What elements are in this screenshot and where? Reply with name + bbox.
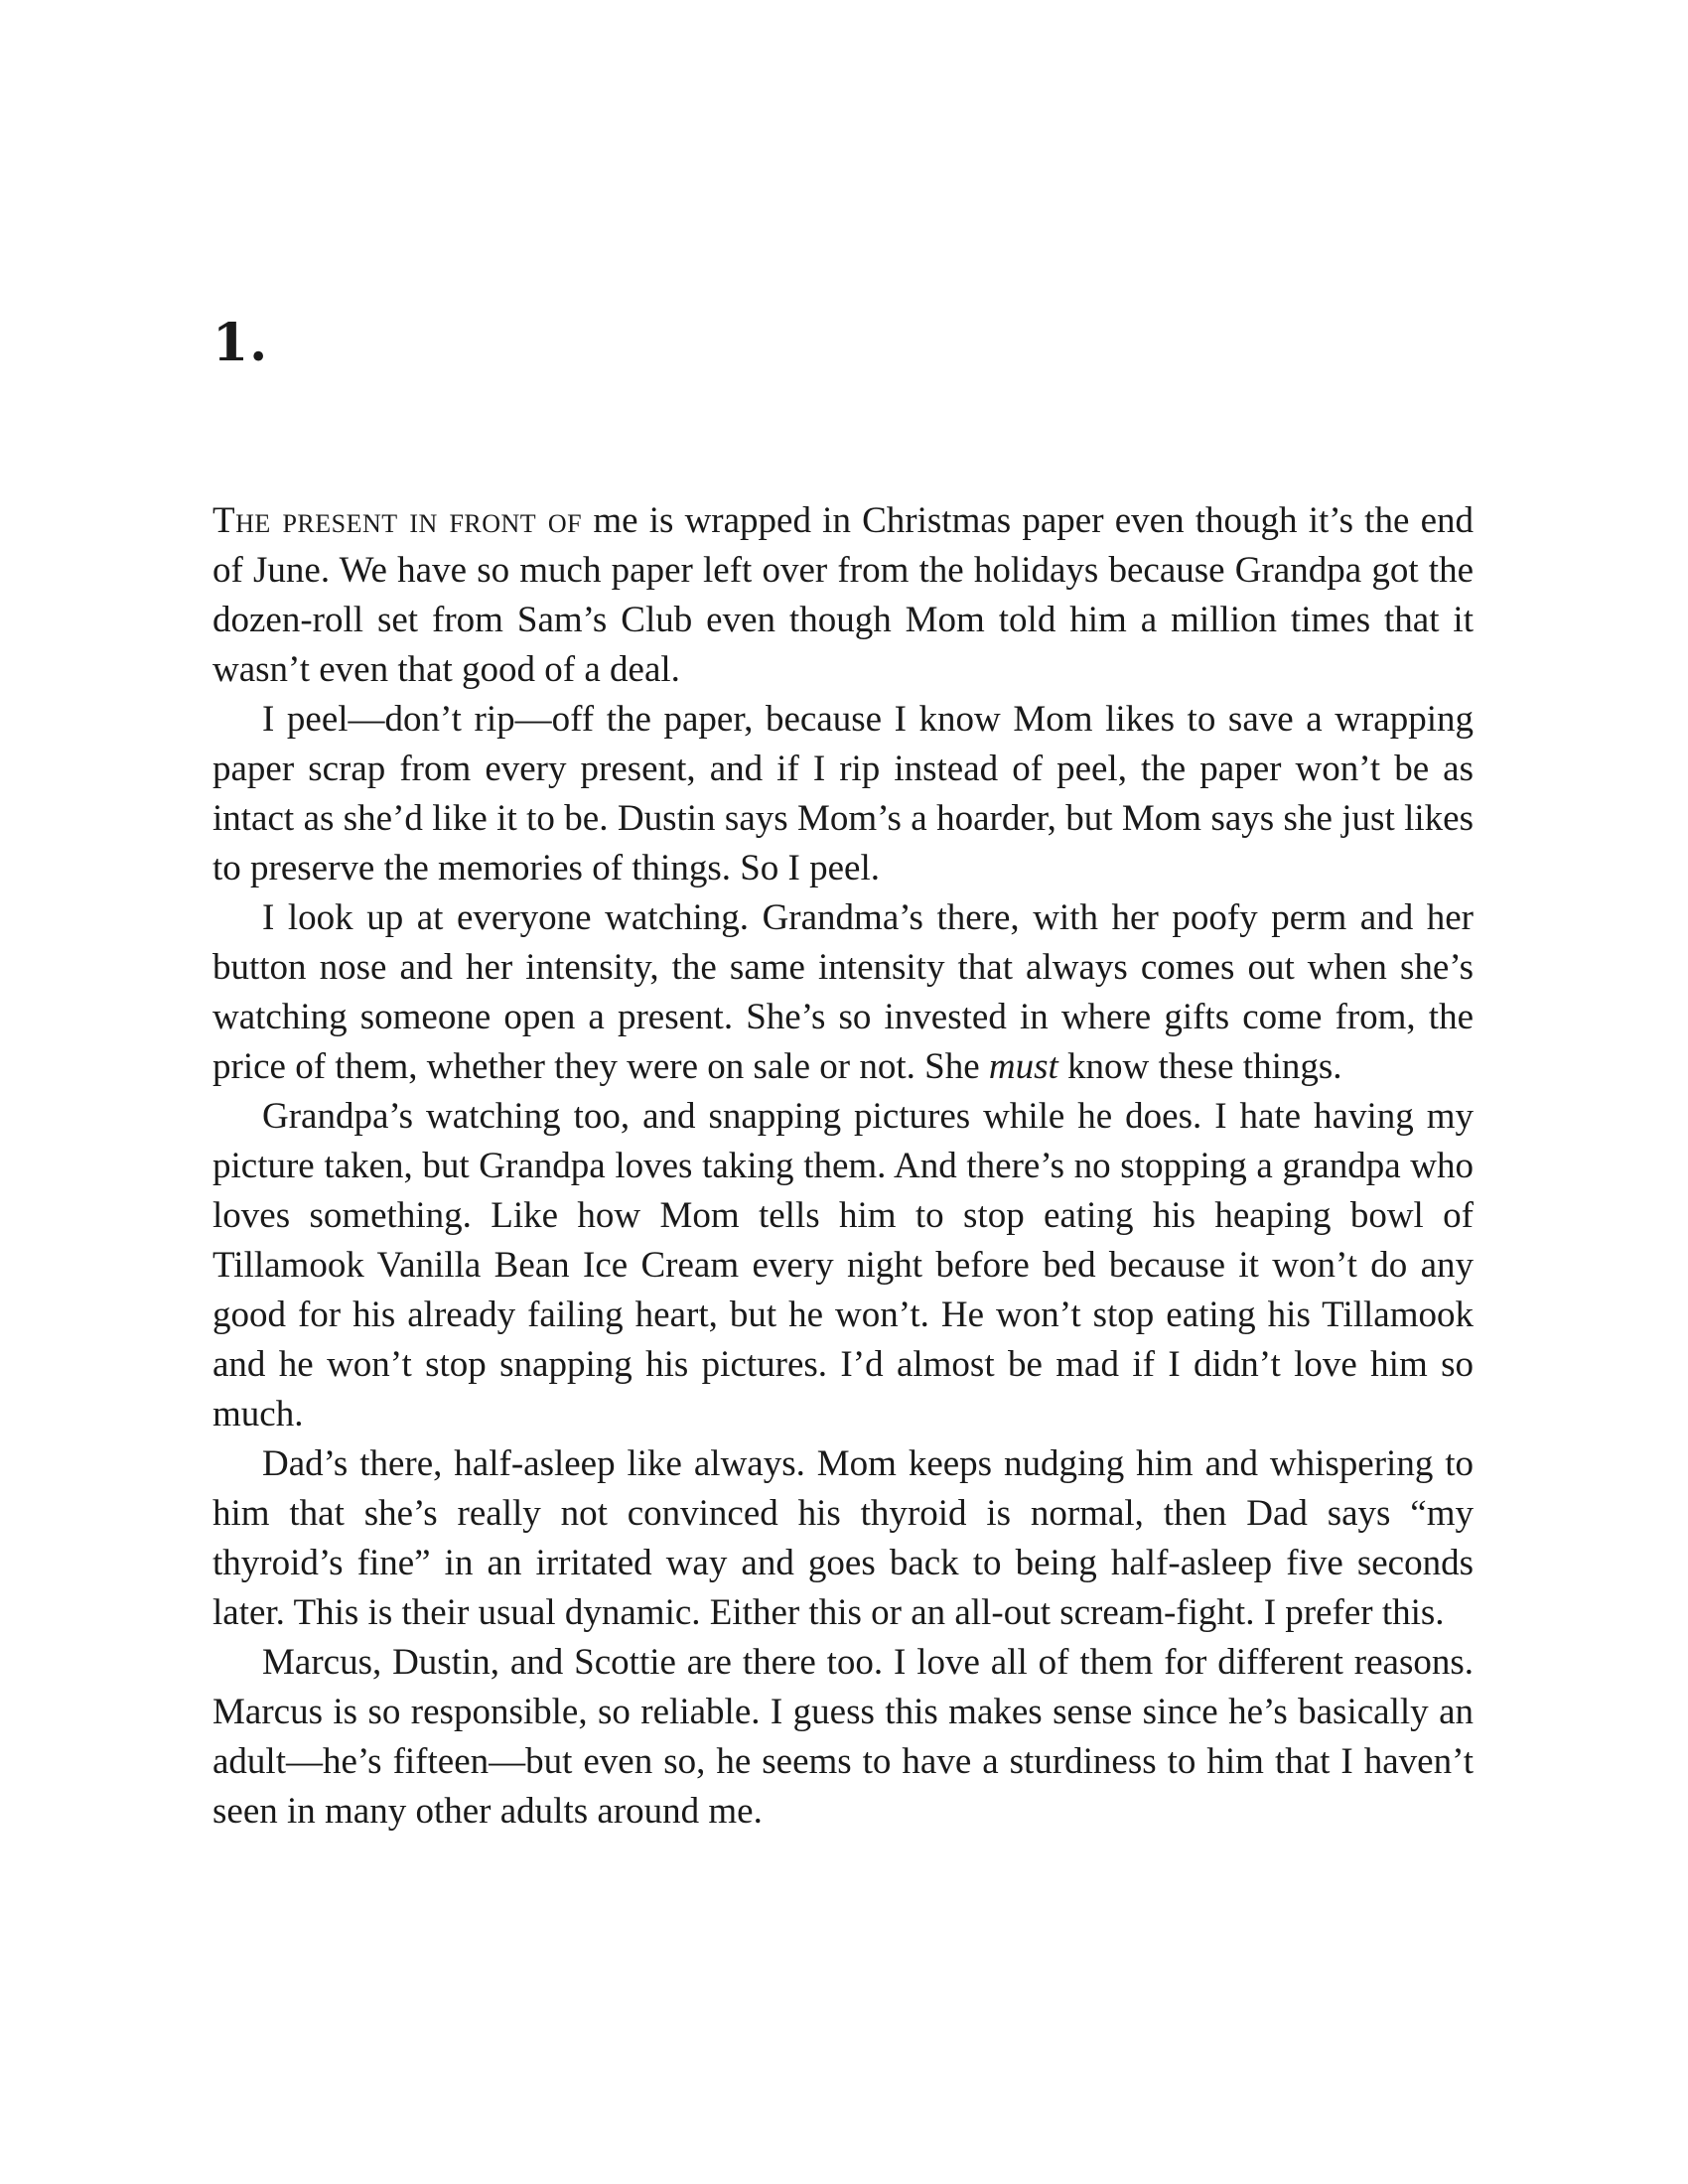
paragraph-5: Dad’s there, half-asleep like always. Mom keeps nudging him and whispering to him that she’s really not convinced his thyroid is normal, then Dad says “my thyroid’s fine” in an irritated way and goes back to being half-asleep five seconds later. This is their usual dynamic. Either this or an all-out scream-fight. I prefer this. [212,1443,1474,1633]
paragraph-3-text-before: I look up at everyone watching. Grandma’s there, with her poofy perm and her button nose and her intensity, the same intensity that always comes out when she’s watching someone open a present. She’s so invested in where gifts come from, the price of them, whether they were on sale or not. She [212,897,1474,1087]
paragraph-2: I peel—don’t rip—off the paper, because I know Mom likes to save a wrapping paper scrap from every present, and if I rip instead of peel, the paper won’t be as intact as she’d like it to be. Dustin says Mom’s a hoarder, but Mom says she just likes to preserve the memories of things. So I peel. [212,699,1474,888]
small-caps-lead-in: The present in front of [212,500,583,541]
chapter-number: 1. [212,313,269,373]
paragraph-3 [212,893,1474,1092]
paragraph-4: Grandpa’s watching too, and snapping pictures while he does. I hate having my picture taken, but Grandpa loves taking them. And there’s no stopping a grandpa who loves something. Like how Mom tells him to stop eating his heaping bowl of Tillamook Vanilla Bean Ice Cream every night before bed because it won’t do any good for his already failing heart, but he won’t. He won’t stop eating his Tillamook and he won’t stop snapping his pictures. I’d almost be mad if I didn’t love him so much. [212,1096,1474,1434]
chapter-body [212,496,1474,1837]
paragraph-1 [212,496,1474,695]
paragraph-1-text: me is wrapped in Christmas paper even though it’s the end of June. We have so much paper left over from the holidays because Grandpa got the dozen-roll set from Sam’s Club even though Mom told him a million times that it wasn’t even that good of a deal. [212,500,1474,690]
emphasized-word: must [988,1046,1058,1087]
paragraph-6: Marcus, Dustin, and Scottie are there too. I love all of them for different reasons. Marcus is so responsible, so reliable. I guess this makes sense since he’s basically an adult—he’s fifteen—but even so, he seems to have a sturdiness to him that I haven’t seen in many other adults around me. [212,1642,1474,1832]
paragraph-3-text-after: know these things. [1057,1046,1342,1087]
